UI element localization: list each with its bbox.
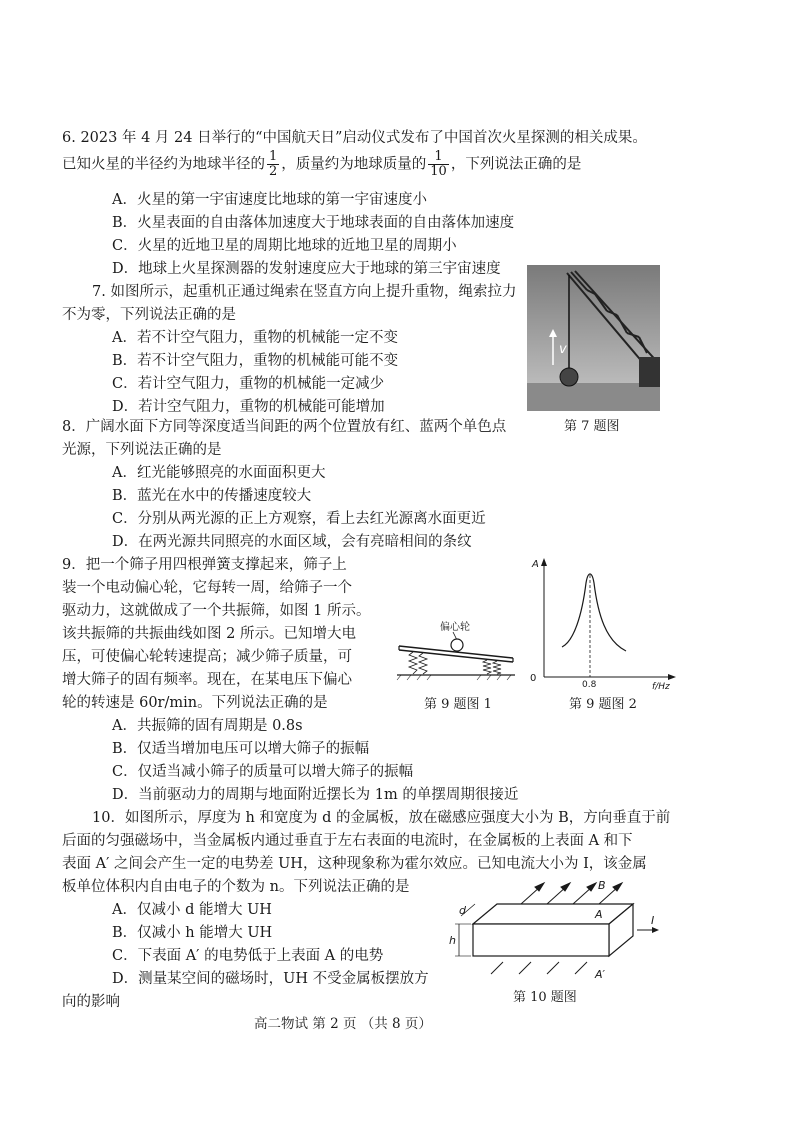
origin-label: 0 bbox=[530, 673, 537, 684]
q7-option-a: A．若不计空气阻力，重物的机械能一定不变 bbox=[112, 330, 398, 346]
q6-stem-text-c: ，下列说法正确的是 bbox=[450, 156, 582, 173]
q9-stem-line5: 压，可使偏心轮转速提高；减少筛子质量，可 bbox=[62, 649, 352, 665]
hall-plate-diagram bbox=[445, 878, 665, 986]
q7-stem-line1: 7. 如图所示，起重机正通过绳索在竖直方向上提升重物，绳索拉力 bbox=[92, 284, 517, 300]
q9-figure2-caption: 第 9 题图 2 bbox=[569, 697, 637, 712]
top-surface-A-label: A bbox=[595, 908, 603, 921]
q8-stem-line2: 光源，下列说法正确的是 bbox=[62, 442, 222, 458]
q10-option-d-continued: 向的影响 bbox=[62, 994, 120, 1010]
q10-figure bbox=[445, 878, 665, 986]
q7-crane-photo bbox=[527, 265, 660, 411]
q9-option-c: C．仅适当减小筛子的质量可以增大筛子的振幅 bbox=[112, 764, 414, 780]
field-B-label: B bbox=[598, 879, 606, 892]
q10-option-d: D．测量某空间的磁场时，UH 不受金属板摆放方 bbox=[112, 971, 429, 987]
q8-option-d: D．在两光源共同照亮的水面区域，会有亮暗相间的条纹 bbox=[112, 534, 472, 550]
plate-top-face bbox=[473, 904, 633, 924]
q6-fraction-radius: $\frac{1}{2}$ bbox=[269, 149, 278, 179]
eccentric-wheel-label: 偏心轮 bbox=[440, 622, 470, 633]
field-lines-front bbox=[491, 962, 587, 974]
q8-option-c: C．分别从两光源的正上方观察，看上去红光源离水面更近 bbox=[112, 511, 486, 527]
q6-option-d: D．地球上火星探测器的发射速度应大于地球的第三宇宙速度 bbox=[112, 261, 501, 277]
q9-stem-line2: 装一个电动偏心轮，它每转一周，给筛子一个 bbox=[62, 580, 352, 596]
q6-stem-text-b: ，质量约为地球质量的 bbox=[281, 156, 427, 173]
crane-figure bbox=[527, 265, 660, 411]
x-axis-arrow bbox=[668, 674, 676, 680]
q9-stem-line4: 该共振筛的共振曲线如图 2 所示。已知增大电 bbox=[62, 626, 356, 642]
q6-fraction-mass: $\frac{1}{10}$ bbox=[430, 149, 447, 179]
q10-stem-line1: 10．如图所示，厚度为 h 和宽度为 d 的金属板，放在磁感应强度大小为 B，方向垂直于前 bbox=[92, 810, 671, 826]
current-I-label: I bbox=[651, 914, 655, 927]
q9-figure2 bbox=[530, 555, 680, 690]
q7-stem-line2: 不为零，下列说法正确的是 bbox=[62, 307, 236, 323]
q10-option-b: B．仅减小 h 能增大 UH bbox=[112, 925, 273, 941]
thickness-h-label: h bbox=[449, 934, 456, 947]
magnetic-field-lines bbox=[521, 883, 622, 904]
velocity-label: v bbox=[559, 342, 567, 357]
photo-ground bbox=[527, 383, 660, 411]
width-d-label: d bbox=[459, 904, 466, 917]
q6-stem-line2 bbox=[62, 150, 581, 179]
eccentric-wheel bbox=[451, 639, 463, 651]
q10-option-c: C．下表面 A′ 的电势低于上表面 A 的电势 bbox=[112, 948, 384, 964]
q7-option-d: D．若计空气阻力，重物的机械能可能增加 bbox=[112, 399, 385, 415]
q9-option-b: B．仅适当增加电压可以增大筛子的振幅 bbox=[112, 741, 370, 757]
q8-stem-line1: 8．广阔水面下方同等深度适当间距的两个位置放有红、蓝两个单色点 bbox=[62, 419, 507, 435]
resonance-curve bbox=[562, 574, 626, 651]
q9-option-d: D．当前驱动力的周期与地面附近摆长为 1m 的单摆周期很接近 bbox=[112, 787, 519, 803]
q7-option-b: B．若不计空气阻力，重物的机械能可能不变 bbox=[112, 353, 399, 369]
y-axis-arrow bbox=[541, 558, 547, 566]
q6-option-a: A．火星的第一宇宙速度比地球的第一宇宙速度小 bbox=[112, 192, 427, 208]
page-footer: 高二物试 第 2 页 （共 8 页） bbox=[254, 1016, 432, 1032]
q9-stem-line3: 驱动力，这就做成了一个共振筛，如图 1 所示。 bbox=[62, 603, 371, 619]
q9-stem-line7: 轮的转速是 60r/min。下列说法正确的是 bbox=[62, 695, 328, 711]
crane-cab bbox=[639, 357, 660, 387]
y-axis-label: A bbox=[532, 559, 539, 570]
plate-front-face bbox=[473, 924, 609, 956]
q7-figure-caption: 第 7 题图 bbox=[564, 419, 620, 434]
q9-figure1-caption: 第 9 题图 1 bbox=[424, 697, 492, 712]
q8-option-a: A．红光能够照亮的水面面积更大 bbox=[112, 465, 326, 481]
q9-stem-line6: 增大筛子的固有频率。现在，在某电压下偏心 bbox=[62, 672, 352, 688]
q6-option-b: B．火星表面的自由落体加速度大于地球表面的自由落体加速度 bbox=[112, 215, 515, 231]
q6-stem-line1: 6. 2023 年 4 月 24 日举行的“中国航天日”启动仪式发布了中国首次火星探测的相关成果。 bbox=[62, 130, 647, 146]
q9-figure1 bbox=[395, 618, 525, 688]
q10-stem-line4: 板单位体积内自由电子的个数为 n。下列说法正确的是 bbox=[62, 879, 410, 895]
q10-option-a: A．仅减小 d 能增大 UH bbox=[112, 902, 272, 918]
resonance-chart bbox=[530, 555, 680, 690]
q7-option-c: C．若计空气阻力，重物的机械能一定减少 bbox=[112, 376, 385, 392]
q10-figure-caption: 第 10 题图 bbox=[513, 990, 577, 1005]
q9-option-a: A．共振筛的固有周期是 0.8s bbox=[112, 718, 303, 734]
q8-option-b: B．蓝光在水中的传播速度较大 bbox=[112, 488, 312, 504]
q6-option-c: C．火星的近地卫星的周期比地球的近地卫星的周期小 bbox=[112, 238, 457, 254]
current-arrowhead bbox=[652, 927, 659, 933]
q10-stem-line2: 后面的匀强磁场中，当金属板内通过垂直于左右表面的电流时，在金属板的上表面 A 和下 bbox=[62, 833, 633, 849]
load-weight bbox=[560, 368, 578, 386]
sieve-diagram bbox=[395, 618, 525, 688]
x-axis-label: f/Hz bbox=[652, 682, 670, 690]
q6-stem-text-a: 已知火星的半径约为地球半径的 bbox=[62, 156, 265, 173]
q9-stem-line1: 9．把一个筛子用四根弹簧支撑起来，筛子上 bbox=[62, 557, 347, 573]
peak-frequency-tick: 0.8 bbox=[582, 680, 597, 690]
q10-stem-line3: 表面 A′ 之间会产生一定的电势差 UH，这种现象称为霍尔效应。已知电流大小为 I，该金属 bbox=[62, 856, 647, 872]
bottom-surface-A-prime-label: A′ bbox=[595, 968, 606, 981]
